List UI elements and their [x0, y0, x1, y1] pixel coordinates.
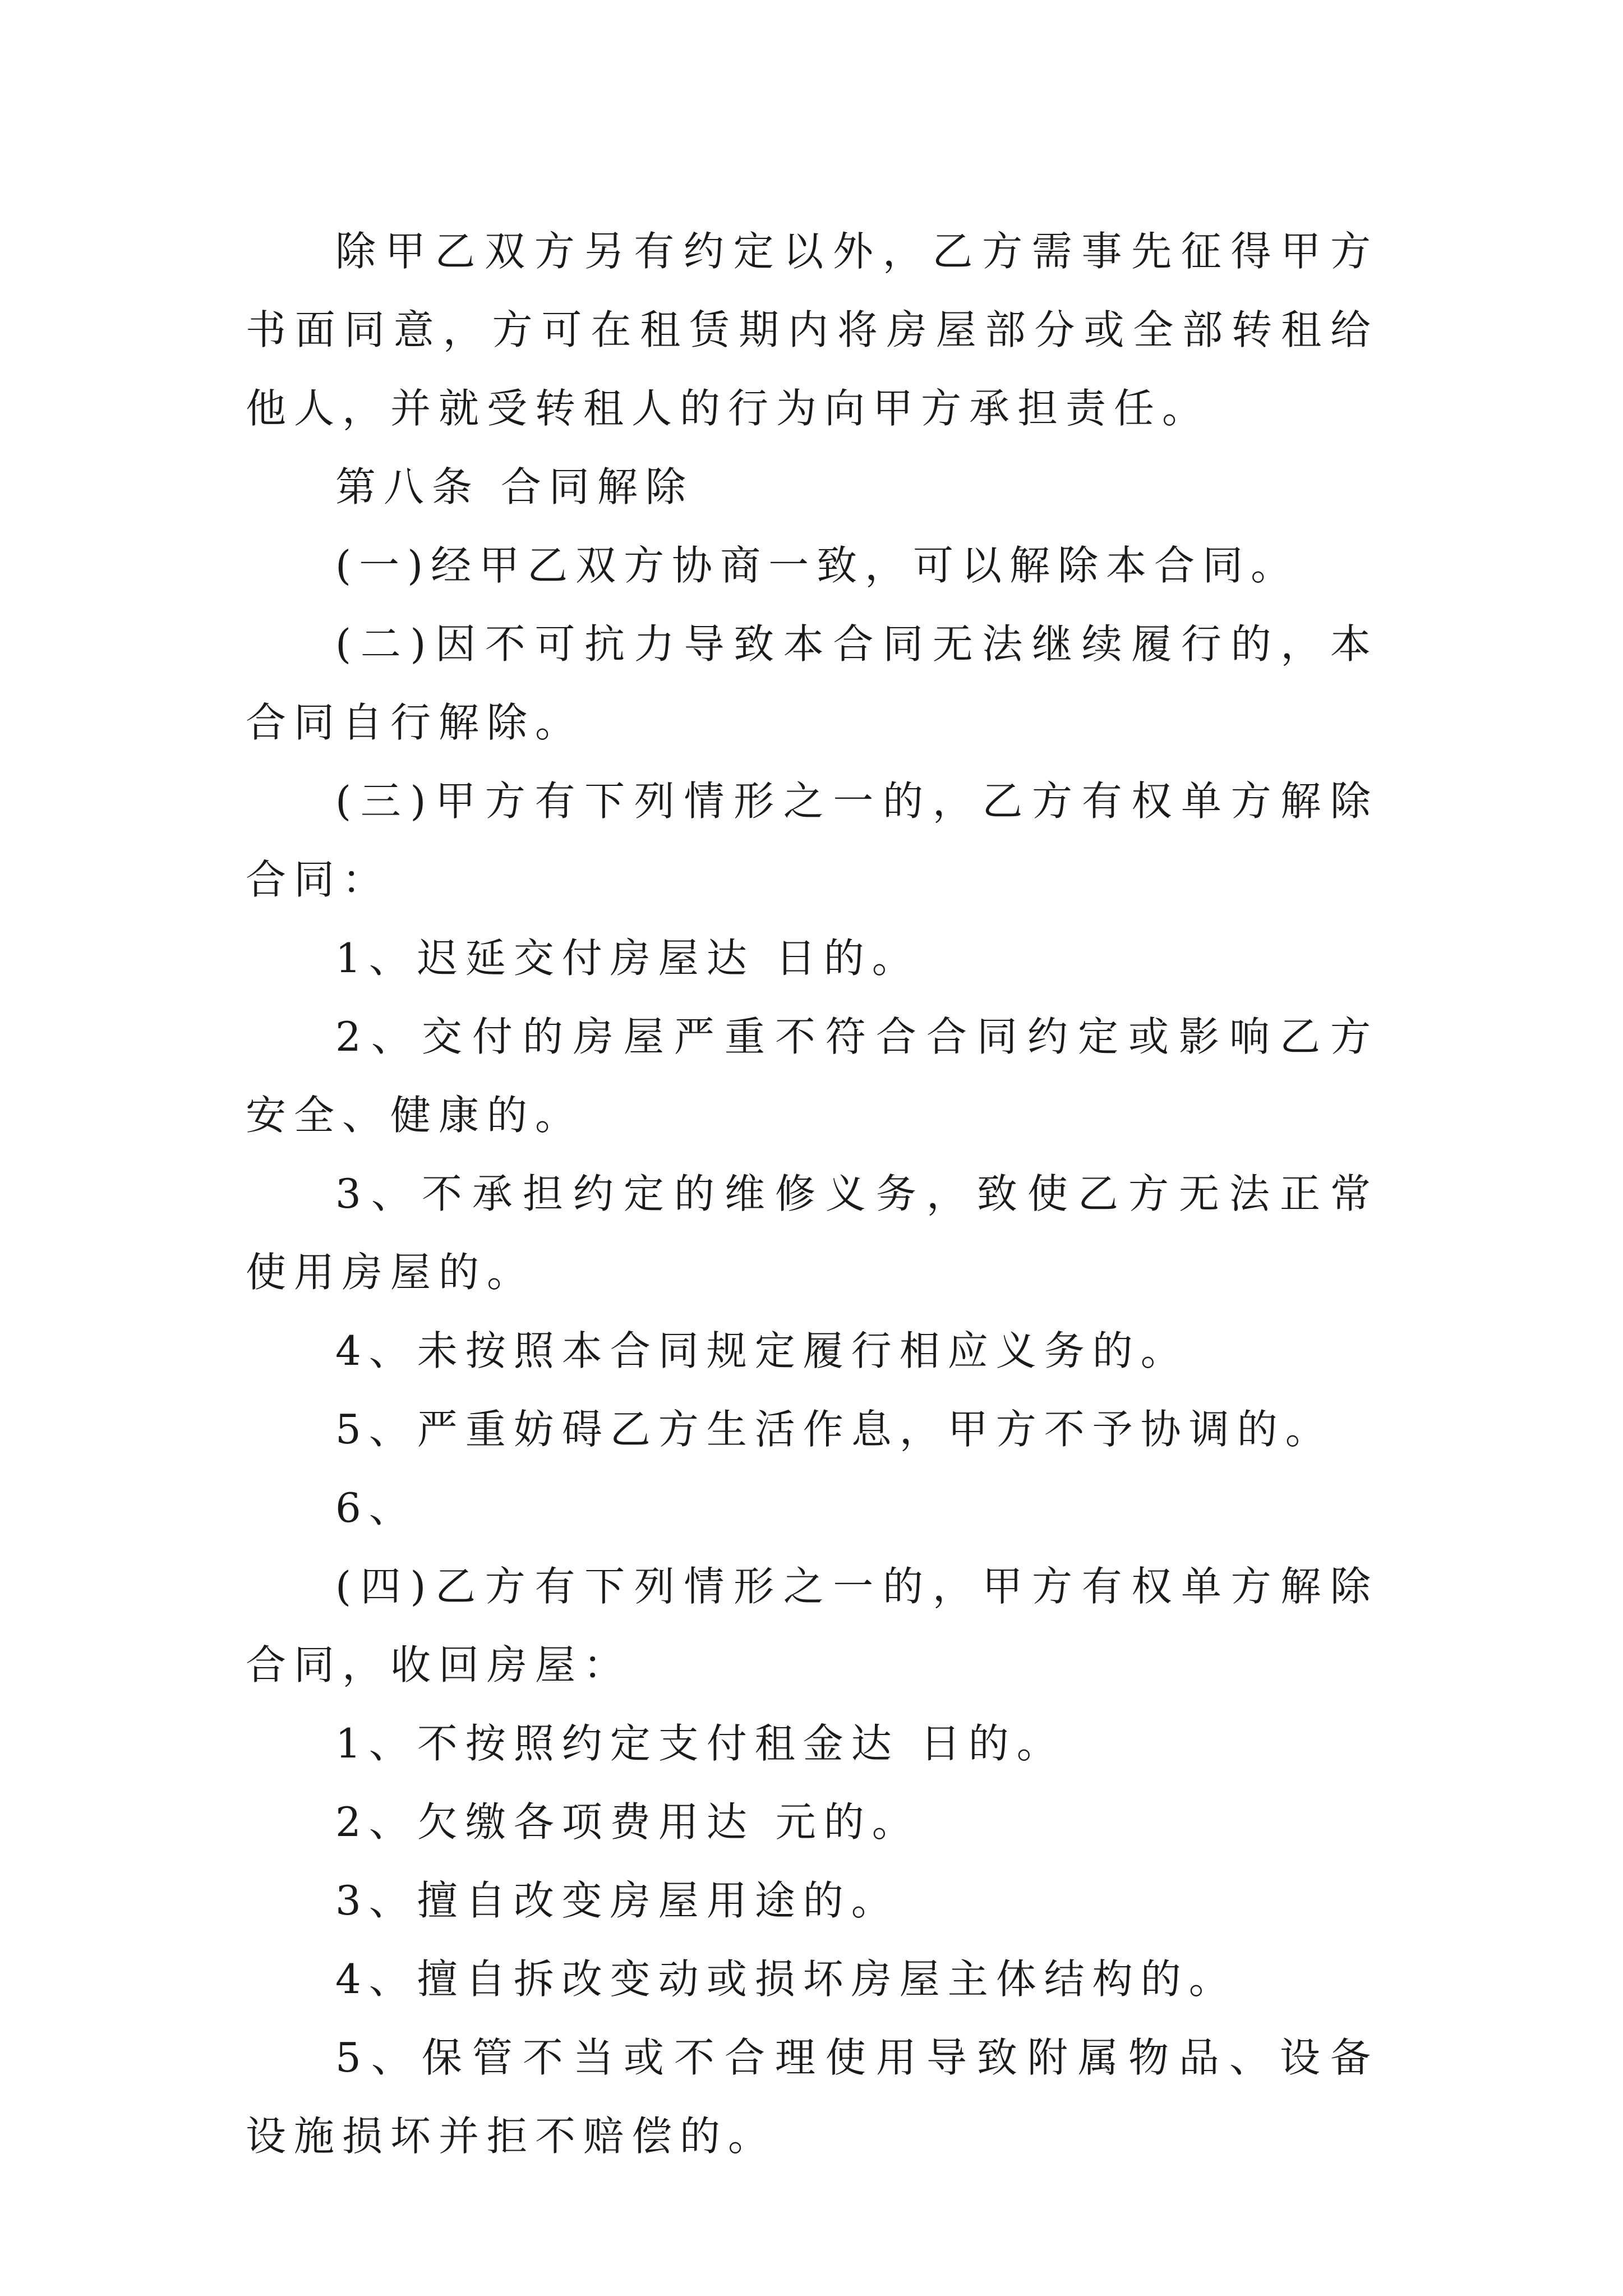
clause-3: (三)甲方有下列情形之一的，乙方有权单方解除合同：: [246, 777, 1378, 903]
clause-4: (四)乙方有下列情形之一的，甲方有权单方解除合同，收回房屋：: [246, 1563, 1378, 1688]
paragraph-sublease: 除甲乙双方另有约定以外，乙方需事先征得甲方书面同意，方可在租赁期内将房屋部分或全部转租给他人，并就受转租人的行为向甲方承担责任。: [246, 228, 1378, 432]
clause-3-item-5: 5、严重妨碍乙方生活作息，甲方不予协调的。: [335, 1406, 1334, 1453]
clause-4-item-4: 4、擅自拆改变动或损坏房屋主体结构的。: [335, 1955, 1237, 2003]
clause-4-item-1: 1、不按照约定支付租金达 日的。: [335, 1720, 1065, 1767]
clause-4-item-5: 5、保管不当或不合理使用导致附属物品、设备设施损坏并拒不赔偿的。: [246, 2034, 1378, 2160]
clause-3-item-2: 2、交付的房屋严重不符合合同约定或影响乙方安全、健康的。: [246, 1013, 1378, 1139]
clause-2: (二)因不可抗力导致本合同无法继续履行的，本合同自行解除。: [246, 620, 1378, 746]
clause-3-item-6: 6、: [335, 1484, 417, 1531]
clause-3-item-3: 3、不承担约定的维修义务，致使乙方无法正常使用房屋的。: [246, 1170, 1378, 1296]
clause-3-item-4: 4、未按照本合同规定履行相应义务的。: [335, 1327, 1189, 1374]
document-body: [246, 212, 1378, 2175]
clause-3-item-1: 1、迟延交付房屋达 日的。: [335, 935, 920, 982]
article-heading: 第八条 合同解除: [335, 463, 694, 510]
clause-4-item-2: 2、欠缴各项费用达 元的。: [335, 1798, 920, 1846]
clause-4-item-3: 3、擅自改变房屋用途的。: [335, 1877, 900, 1924]
clause-1: (一)经甲乙双方协商一致，可以解除本合同。: [335, 542, 1299, 589]
